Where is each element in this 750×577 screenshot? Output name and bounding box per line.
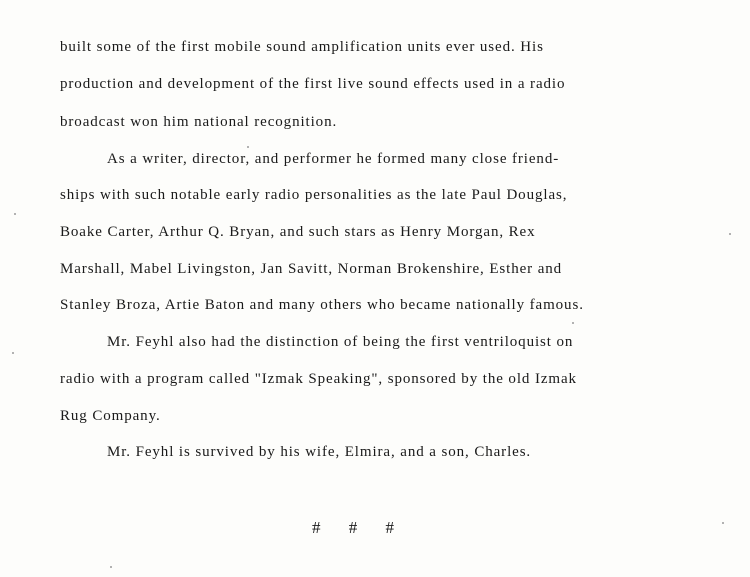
text-line: built some of the first mobile sound amplification units ever used. His [60,39,544,55]
scan-speck [729,233,731,235]
scan-speck [572,322,574,324]
scan-speck [247,146,249,148]
end-mark: # # # [312,518,406,537]
text-line: production and development of the first live sound effects used in a radio [60,76,566,92]
scan-speck [110,566,112,568]
paragraph-first-line: As a writer, director, and performer he formed many close friend- [107,151,560,167]
scan-speck [12,352,14,354]
text-line: Stanley Broza, Artie Baton and many others who became nationally famous. [60,297,584,313]
text-line: Marshall, Mabel Livingston, Jan Savitt, Norman Brokenshire, Esther and [60,261,563,277]
scan-speck [722,522,724,524]
paragraph-first-line: Mr. Feyhl is survived by his wife, Elmira, and a son, Charles. [107,444,532,460]
text-line: broadcast won him national recognition. [60,114,338,130]
paragraph-first-line: Mr. Feyhl also had the distinction of being the first ventriloquist on [107,334,574,350]
scan-speck [14,213,16,215]
text-line: radio with a program called "Izmak Speaking", sponsored by the old Izmak [60,371,577,387]
text-line: Boake Carter, Arthur Q. Bryan, and such stars as Henry Morgan, Rex [60,224,536,240]
text-line: ships with such notable early radio personalities as the late Paul Douglas, [60,187,568,203]
text-line: Rug Company. [60,408,161,424]
